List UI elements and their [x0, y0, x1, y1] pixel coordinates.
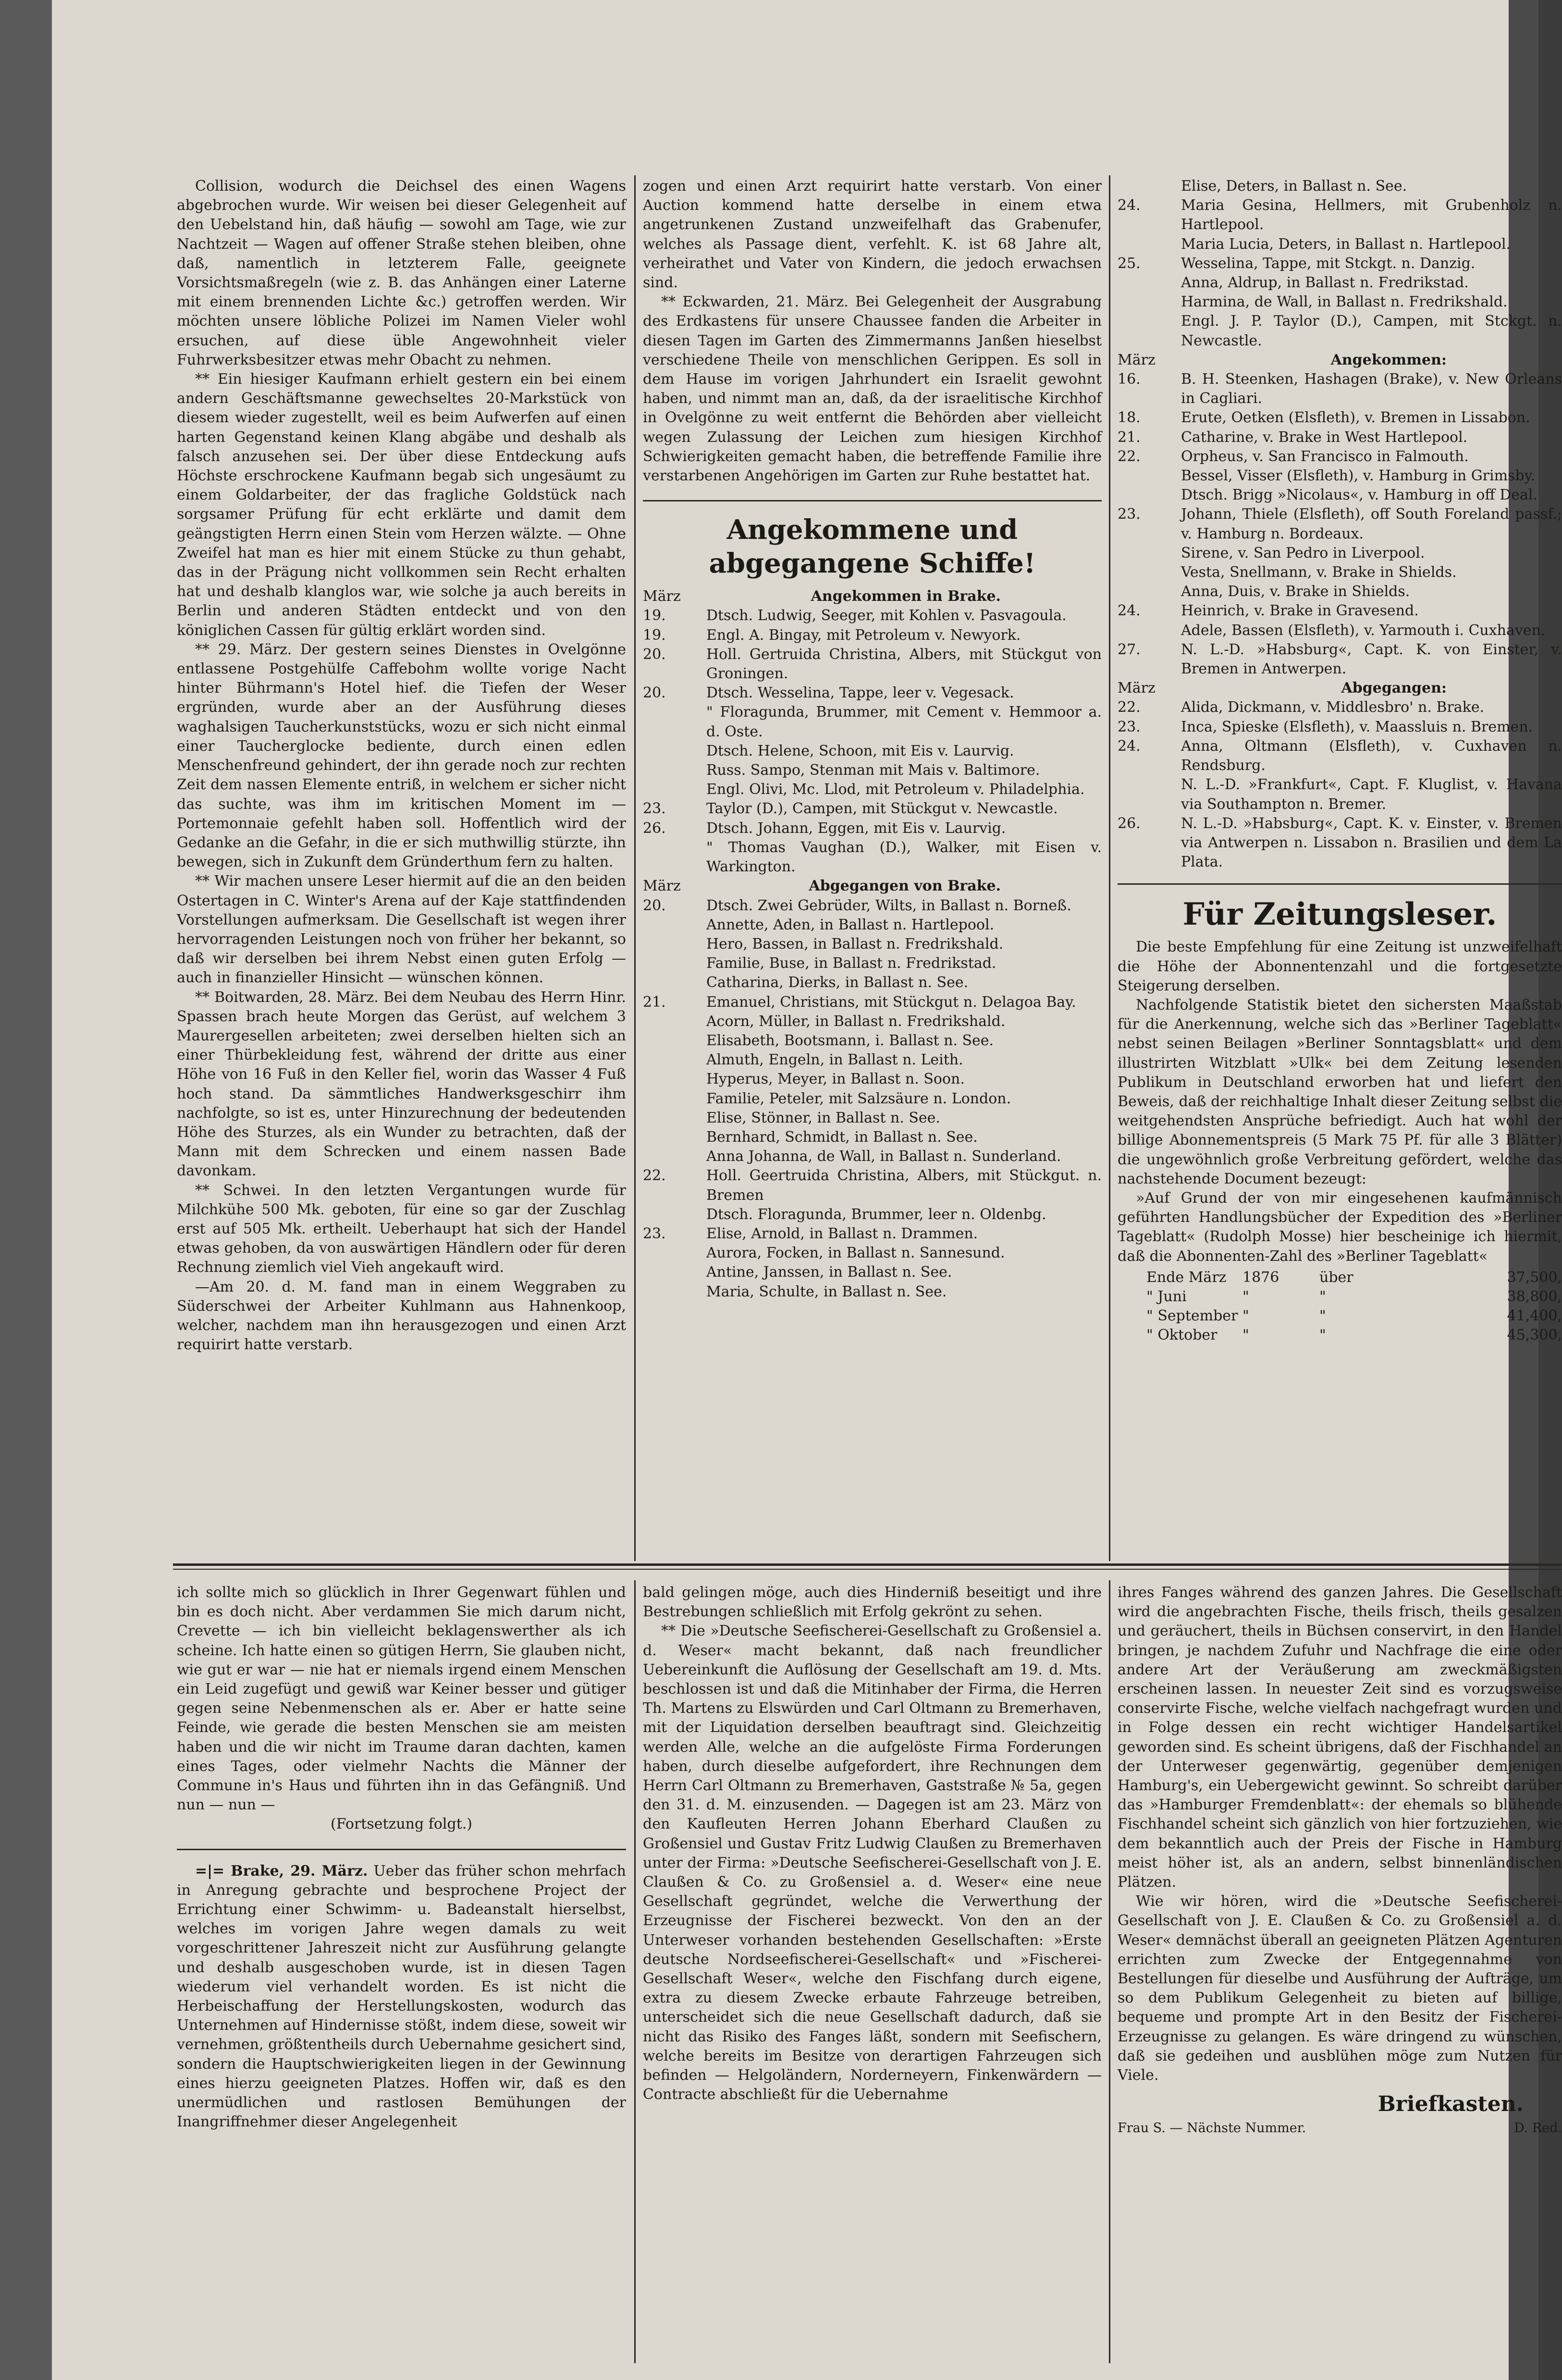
entry-text: Acorn, Müller, in Ballast n. Fredrikshald.	[706, 1013, 1006, 1030]
column-divider	[1109, 175, 1110, 1561]
entry-date	[1118, 273, 1174, 293]
entry-date	[643, 1244, 700, 1263]
article-paragraph: bald gelingen möge, auch dies Hinderniß beseitigt und ihre Bestrebungen schließlich mit Erfolg gekrönt zu sehen.	[643, 1584, 1102, 1621]
entry-date: 20.	[643, 897, 666, 914]
article-paragraph: zogen und einen Arzt requirirt hatte verstarb. Von einer Auction kommend hatte derselbe in einem etwa angetrunkenen Zustand unzweifelhaft das Grabenufer, welches als Passage dient, verfehlt. K. ist 68 Jahre alt, verheirathet und Vater von Kindern, die jedoch erwachsen sind.	[643, 178, 1102, 292]
entry-date: 23.	[1118, 718, 1141, 735]
entry-date	[643, 1128, 700, 1147]
ship-entry	[1118, 177, 1562, 196]
entry-text: Johann, Thiele (Elsfleth), off South Foreland passf.; v. Hamburg n. Bordeaux.	[1181, 506, 1562, 542]
month-label: März	[643, 588, 681, 605]
entry-text: Dtsch. Floragunda, Brummer, leer n. Oldenbg.	[706, 1206, 1046, 1223]
column-middle	[643, 177, 1102, 1546]
entry-text: Adele, Bassen (Elsfleth), v. Yarmouth i. Cuxhaven.	[1181, 622, 1546, 639]
entry-text: Maria Gesina, Hellmers, mit Grubenholz n. Hartlepool.	[1181, 197, 1562, 233]
scan-frame-left	[0, 0, 52, 2380]
ship-entry	[1118, 737, 1562, 775]
departures-title: Abgegangen von Brake.	[809, 878, 1001, 895]
entry-text: Taylor (D.), Campen, mit Stückgut v. Newcastle.	[706, 800, 1058, 818]
ship-entry	[1118, 775, 1562, 814]
ships-heading: Angekommene und abgegangene Schiffe!	[709, 514, 1036, 580]
stat-row	[1146, 1268, 1562, 1287]
article-paragraph: Collision, wodurch die Deichsel des einen Wagens abgebrochen wurde. Wir weisen bei dieser Gelegenheit auf den Uebelstand hin, daß häufig — sowohl am Tage, wie zur Nachtzeit — Wagen auf offener Straße stehen bleiben, ohne daß, namentlich in letzterem Falle, geeignete Vorsichtsmaßregeln (wie z. B. das Anhängen einer Laterne mit einem brennenden Lichte &c.) getroffen werden. Wir möchten unsere löbliche Polizei im Namen Vieler wohl ersuchen, auf diese üble Angewohnheit vieler Fuhrwerksbesitzer etwas mehr Obacht zu nehmen.	[177, 178, 626, 368]
entry-text: Dtsch. Wesselina, Tappe, leer v. Vegesack.	[706, 684, 1014, 702]
entry-date: 16.	[1118, 371, 1141, 388]
entry-date: 26.	[1118, 815, 1141, 832]
entry-date	[1118, 486, 1174, 505]
entry-date: 19.	[643, 607, 666, 624]
entry-date: 23.	[643, 800, 666, 818]
ship-entry	[643, 626, 1102, 645]
column-left	[177, 177, 626, 1546]
entry-date: 22.	[1118, 448, 1141, 465]
entry-text: B. H. Steenken, Hashagen (Brake), v. New Orleans in Cagliari.	[1181, 371, 1562, 407]
stat-row	[1146, 1306, 1562, 1326]
entry-text: Catharina, Dierks, in Ballast n. See.	[706, 974, 969, 991]
entry-date	[643, 973, 700, 992]
article-paragraph: ** Boitwarden, 28. März. Bei dem Neubau des Herrn Hinr. Spassen brach heute Morgen das Gerüst, auf welchem 3 Maurergesellen arbeiteten; zwei derselben hielten sich an einer Thürbekleidung fest, während der dritte aus einer Höhe von 16 Fuß in den Keller fiel, worin das Wasser 4 Fuß hoch stand. Da sämmtliches Handwerksgeschirr ihm nachfolgte, so ist es, unter Hinzurechnung der bedeutenden Höhe des Sturzes, als ein Wunder zu betrachten, daß der Mann mit dem Schrecken und einem nassen Bade davonkam.	[177, 989, 626, 1180]
ship-entry	[643, 1147, 1102, 1166]
entry-text: Dtsch. Brigg »Nicolaus«, v. Hamburg in off Deal.	[1181, 487, 1538, 504]
stat-cell: "	[1319, 1307, 1326, 1324]
stat-cell: " September	[1146, 1307, 1238, 1324]
entry-date	[643, 1031, 700, 1050]
entry-date: 22.	[643, 1167, 666, 1184]
ship-entry	[643, 896, 1102, 915]
ship-entry	[643, 1205, 1102, 1224]
ship-entry	[643, 1089, 1102, 1109]
article-paragraph: ** Ein hiesiger Kaufmann erhielt gestern ein bei einem andern Geschäftsmanne gewechseltes 20-Markstück von diesem wieder zugestellt, weil es beim Aufwerfen auf einen harten Gegenstand keinen Klang abgäbe und deshalb als falsch anzusehen sei. Der über diese Entdeckung aufs Höchste erschrockene Kaufmann begab sich ungesäumt zu einem Goldarbeiter, der das fragliche Goldstück nach sorgsamer Prüfung für echt erklärte und damit dem geängstigten Herrn einen Stein vom Herzen wälzte. — Ohne Zweifel hat man es hier mit einem Stücke zu thun gehabt, das in der Prägung nicht vollkommen sein Recht erhalten hat und deshalb klanglos war, wie solche ja auch bereits in Berlin und anderen Städten entdeckt und von den königlichen Cassen für gültig erklärt worden sind.	[177, 371, 626, 639]
ship-entry	[643, 935, 1102, 954]
ad-paragraph: Nachfolgende Statistik bietet den sichersten Maaßstab für die Anerkennung, welche sich das »Berliner Tageblatt« nebst seinen Beilagen »Berliner Sonntagsblatt« und dem illustrirten Witzblatt »Ulk« bei dem Zeitung lesenden Publikum in Deutschland erworben hat und liefert den Beweis, daß der reichhaltige Inhalt dieser Zeitung selbst die weitgehendsten Ansprüche befriedigt. Auch hat wohl der billige Abonnementspreis (5 Mark 75 Pf. für alle 3 Blätter) die ungewöhnlich große Verbreitung gefördert, welche das nachstehende Document bezeugt:	[1118, 996, 1562, 1187]
stat-cell: 1876	[1242, 1269, 1279, 1286]
entry-text: Emanuel, Christians, mit Stückgut n. Delagoa Bay.	[706, 993, 1076, 1011]
ad-heading: Für Zeitungsleser.	[1182, 896, 1497, 933]
entry-date	[643, 935, 700, 954]
stat-cell: "	[1242, 1326, 1249, 1343]
stat-row	[1146, 1326, 1562, 1345]
ship-entry	[1118, 370, 1562, 408]
stat-cell: " Oktober	[1146, 1326, 1218, 1343]
entry-date	[1118, 177, 1174, 196]
entry-date: 23.	[643, 1225, 666, 1242]
ship-entry	[1118, 601, 1562, 621]
entry-text: Elise, Deters, in Ballast n. See.	[1181, 178, 1407, 195]
entry-text: " Floragunda, Brummer, mit Cement v. Hemmoor a. d. Oste.	[706, 704, 1102, 740]
stat-cell: über	[1319, 1269, 1353, 1286]
ship-entry	[643, 780, 1102, 799]
ship-entry	[643, 973, 1102, 992]
letterbox-heading: Briefkasten.	[1378, 2092, 1524, 2117]
ship-entry	[643, 761, 1102, 780]
entry-date: 24.	[1118, 602, 1141, 620]
ship-entry	[1118, 563, 1562, 582]
entry-text: Engl. Olivi, Mc. Llod, mit Petroleum v. Philadelphia.	[706, 781, 1085, 798]
entry-date	[1118, 582, 1174, 601]
entry-text: Engl. A. Bingay, mit Petroleum v. Newyork.	[706, 626, 1021, 644]
ship-entry	[643, 799, 1102, 818]
ship-entry	[643, 703, 1102, 741]
stat-cell: Ende März	[1146, 1269, 1227, 1286]
entry-text: Dtsch. Helene, Schoon, mit Eis v. Laurvig.	[706, 742, 1014, 759]
article-paragraph: ** Wir machen unsere Leser hiermit auf die an den beiden Ostertagen in C. Winter's Arena auf der Kaje stattfindenden Vorstellungen aufmerksam. Die Gesellschaft ist wegen ihrer hervorragenden Leistungen noch von früher her bekannt, so daß wir derselben bei ihrem Nebst einen guten Erfolg — auch in finanzieller Hinsicht — wünschen können.	[177, 873, 626, 987]
entry-date: 19.	[643, 626, 666, 644]
page-divider	[173, 1569, 1562, 1570]
ship-entry	[643, 1031, 1102, 1050]
stat-cell: "	[1242, 1307, 1249, 1324]
entry-text: N. L.-D. »Frankfurt«, Capt. F. Kluglist, v. Havana via Southampton n. Bremer.	[1181, 776, 1562, 813]
stat-cell: 41,400,	[1507, 1307, 1562, 1324]
departures-subheading	[643, 877, 1102, 896]
entry-date	[1118, 293, 1174, 312]
article-paragraph: ihres Fanges während des ganzen Jahres. Die Gesellschaft wird die angebrachten Fische, theils frisch, theils gesalzen und geräuchert, theils in Büchsen conservirt, in den Handel bringen, je nachdem Zufuhr und Nachfrage die eine oder andere Art der Veräußerung am zweckmäßigsten erscheinen lassen. In neuester Zeit sind es vorzugsweise conservirte Fische, welche vielfach nachgefragt wurden und in Folge dessen ein recht wichtiger Handelsartikel geworden sind. Es scheint übrigens, daß der Fischhandel an der Unterweser gegenwärtig, gegenüber demjenigen Hamburg's, ein Uebergewicht gewinnt. So schreibt darüber das »Hamburger Fremdenblatt«: der ehemals so blühende Fischhandel scheint sich gänzlich von hier fortzuziehen, wie dem bekanntlich auch der Preis der Fische in Hamburg meist höher ist, als an andern, selbst binnenländischen Plätzen.	[1118, 1584, 1562, 1891]
arrivals-title: Angekommen:	[1330, 351, 1447, 368]
entry-date	[643, 1070, 700, 1089]
arrivals-subheading	[643, 587, 1102, 606]
section-divider	[177, 1849, 626, 1850]
entry-date	[643, 703, 700, 741]
entry-text: Maria, Schulte, in Ballast n. See.	[706, 1283, 947, 1300]
ad-paragraph: »Auf Grund der von mir eingesehenen kaufmännisch geführten Handlungsbücher der Expedition des »Berliner Tageblatt« (Rudolph Mosse) hier bescheinige ich hiermit, daß die Abonnenten-Zahl des »Berliner Tageblatt«	[1118, 1189, 1562, 1265]
ship-entry	[643, 819, 1102, 838]
arrivals-title: Angekommen in Brake.	[811, 588, 1001, 605]
entry-date: 21.	[1118, 428, 1141, 446]
entry-date	[643, 761, 700, 780]
entry-text: Wesselina, Tappe, mit Stckgt. n. Danzig.	[1181, 255, 1476, 272]
entry-date	[1118, 312, 1174, 350]
month-label: März	[1118, 680, 1156, 697]
entry-date	[643, 915, 700, 935]
letterbox-note: Frau S. — Nächste Nummer.	[1118, 2121, 1306, 2136]
entry-text: Bessel, Visser (Elsfleth), v. Hamburg in Grimsby.	[1181, 467, 1536, 485]
article-paragraph: —Am 20. d. M. fand man in einem Weggraben zu Süderschwei der Arbeiter Kuhlmann aus Hahnenkoop, welcher, nachdem man ihn herausgezogen und einen Arzt requirirt hatte verstarb.	[177, 1278, 626, 1354]
entry-text: Elise, Arnold, in Ballast n. Drammen.	[706, 1225, 978, 1242]
entry-date	[643, 780, 700, 799]
entry-date: 24.	[1118, 197, 1141, 214]
ship-entry	[1118, 273, 1562, 293]
entry-date: 24.	[1118, 737, 1141, 755]
departures-title: Abgegangen:	[1341, 680, 1447, 697]
entry-date	[643, 1050, 700, 1070]
ship-entry	[1118, 544, 1562, 563]
ship-entry	[643, 1282, 1102, 1302]
ship-entry	[643, 742, 1102, 761]
ship-entry	[1118, 466, 1562, 486]
ship-entry	[1118, 814, 1562, 872]
entry-date: 20.	[643, 646, 666, 663]
ship-entry	[643, 1166, 1102, 1205]
article-paragraph: ** Schwei. In den letzten Vergantungen wurde für Milchkühe 500 Mk. geboten, für eine so gar der Zuschlag erst auf 505 Mk. ertheilt. Ueberhaupt hat sich der Handel etwas gehoben, da von auswärtigen Händlern oder für deren Rechnung ziemlich viel Vieh angekauft wird.	[177, 1182, 626, 1276]
entry-date	[643, 742, 700, 761]
entry-text: Harmina, de Wall, in Ballast n. Fredrikshald.	[1181, 293, 1508, 311]
bottom-column-right	[1118, 1583, 1562, 2361]
letterbox-entry	[1118, 2119, 1562, 2138]
ship-entry	[1118, 718, 1562, 737]
ship-entry	[1118, 196, 1562, 234]
arrivals-list	[1118, 370, 1562, 679]
entry-date	[643, 1012, 700, 1031]
subscriber-stats	[1146, 1268, 1562, 1345]
entry-date	[643, 838, 700, 877]
ship-entry	[1118, 505, 1562, 543]
entry-date	[643, 1089, 700, 1109]
ship-entry	[1118, 235, 1562, 254]
ship-entry	[1118, 254, 1562, 273]
ship-entry	[643, 1244, 1102, 1263]
entry-text: Erute, Oetken (Elsfleth), v. Bremen in Lissabon.	[1181, 409, 1530, 427]
letterbox-signature: D. Red.	[1513, 2121, 1562, 2136]
entry-text: Vesta, Snellmann, v. Brake in Shields.	[1181, 564, 1457, 581]
month-label: März	[643, 878, 681, 895]
entry-text: Anna Johanna, de Wall, in Ballast n. Sunderland.	[706, 1148, 1061, 1165]
entry-date	[1118, 621, 1174, 640]
ship-entry	[1118, 312, 1562, 350]
entry-date: 25.	[1118, 255, 1141, 272]
ship-entry	[1118, 640, 1562, 679]
entry-date	[643, 1282, 700, 1302]
ship-entry	[643, 993, 1102, 1012]
ship-entry	[643, 1128, 1102, 1147]
entry-date: 23.	[1118, 506, 1141, 523]
entry-date	[643, 1205, 700, 1224]
departures-subheading	[1118, 679, 1562, 698]
entry-date: 27.	[1118, 641, 1141, 658]
entry-date: 26.	[643, 819, 666, 837]
entry-date	[1118, 466, 1174, 486]
column-divider	[634, 1580, 636, 2363]
article-paragraph: ** 29. März. Der gestern seines Dienstes in Ovelgönne entlassene Postgehülfe Caffebohm wollte vorige Nacht hinter Bührmann's Hotel hief. die Tiefen der Weser ergründen, wurde aber an der Ausführung dieses waghalsigen Taucherkunststücks, wozu er sich nicht einmal einer Taucherglocke bediente, durch einen edlen Menschenfreund gehindert, der ihn gerade noch zur rechten Zeit dem nassen Elemente entriß, in welchem er sicher nicht das suchte, was ihm im kritischen Moment im — Portemonnaie gefehlt haben soll. Hoffentlich wird der Gedanke an die Gefahr, in die er sich muthwillig stürzte, ihn bewegen, sich in Zukunft dem Gründerthum fern zu halten.	[177, 641, 626, 871]
page-divider	[173, 1563, 1562, 1566]
entry-date: 21.	[643, 993, 666, 1011]
bottom-column-middle	[643, 1583, 1102, 2361]
column-divider	[634, 175, 636, 1561]
month-label: März	[1118, 351, 1156, 368]
ship-entry	[1118, 698, 1562, 717]
article-paragraph: Ueber das früher schon mehrfach in Anregung gebrachte und besprochene Project der Errichtung einer Schwimm- u. Badeanstalt hierselbst, welches im vorigen Jahre wegen damals zu weit vorgeschrittener Jahreszeit nicht zur Ausführung gelangte und deshalb ausgeschoben wurde, ist in diesen Tagen wiederum viel verhandelt worden. Es ist nicht die Herbeischaffung der Herstellungskosten, wodurch das Unternehmen auf Hindernisse stößt, indem diese, soweit wir vernehmen, größtentheils durch Uebernahme gesichert sind, sondern die Hauptschwierigkeiten liegen in der Gewinnung eines hierzu geeigneten Platzes. Hoffen wir, daß es den unermüdlichen und rastlosen Bemühungen der Inangriffnehmer dieser Angelegenheit	[177, 1862, 627, 2131]
arrivals-subheading	[1118, 351, 1562, 370]
stat-cell: "	[1319, 1288, 1326, 1305]
entry-text: Bernhard, Schmidt, in Ballast n. See.	[706, 1128, 978, 1146]
ship-entry	[1118, 621, 1562, 640]
newspaper-page	[52, 0, 1562, 2380]
ship-entry	[643, 838, 1102, 877]
article-paragraph: ** Eckwarden, 21. März. Bei Gelegenheit der Ausgrabung des Erdkastens für unsere Chaussee fanden die Arbeiter in diesen Tagen im Garten des Zimmermanns Janßen hieselbst verschiedene Theile von menschlichen Gerippen. Es soll in dem Hause im vorigen Jahrhundert ein Israelit gewohnt haben, und nimmt man an, daß, da der israelitische Kirchhof in Ovelgönne zu weit entfernt die Behörden aber vielleicht wegen Zulassung der Leichen zum hiesigen Kirchhof Schwierigkeiten gemacht haben, die betreffende Familie ihre verstarbenen Angehörigen im Garten zur Ruhe bestattet hat.	[643, 293, 1102, 485]
entry-text: Anna, Oltmann (Elsfleth), v. Cuxhaven n. Rendsburg.	[1181, 737, 1562, 774]
entry-text: Russ. Sampo, Stenman mit Mais v. Baltimore.	[706, 762, 1040, 779]
entry-date	[643, 1147, 700, 1166]
column-divider	[1109, 1580, 1110, 2363]
dateline: =|= Brake, 29. März.	[195, 1862, 368, 1880]
arrivals-list	[643, 606, 1102, 877]
ship-entry	[1118, 486, 1562, 505]
entry-text: Elise, Stönner, in Ballast n. See.	[706, 1109, 940, 1126]
ship-entry	[1118, 447, 1562, 466]
ship-entry	[643, 915, 1102, 935]
entry-text: Familie, Peteler, mit Salzsäure n. London.	[706, 1090, 1011, 1107]
entry-text: Dtsch. Zwei Gebrüder, Wilts, in Ballast n. Borneß.	[706, 897, 1071, 914]
entry-text: Antine, Janssen, in Ballast n. See.	[706, 1264, 952, 1281]
entry-text: Familie, Buse, in Ballast n. Fredrikstad.	[706, 955, 996, 972]
entry-text: Orpheus, v. San Francisco in Falmouth.	[1181, 448, 1469, 465]
entry-text: Holl. Geertruida Christina, Albers, mit Stückgut. n. Bremen	[706, 1167, 1102, 1204]
section-divider	[643, 500, 1102, 501]
article-paragraph: ** Die »Deutsche Seefischerei-Gesellschaft zu Großensiel a. d. Weser« macht bekannt, daß nach freundlicher Uebereinkunft die Auflösung der Gesellschaft am 19. d. Mts. beschlossen ist und daß die Mitinhaber der Firma, die Herren Th. Martens zu Elswürden und Carl Oltmann zu Bremerhaven, mit der Liquidation derselben beauftragt sind. Gleichzeitig werden Alle, welche an die aufgelöste Firma Forderungen haben, durch dieselbe aufgefordert, ihre Rechnungen dem Herrn Carl Oltmann zu Bremerhaven, Gaststraße № 5a, gegen den 31. d. M. einzusenden. — Dagegen ist am 23. März von den Kaufleuten Herren Johann Eberhard Claußen zu Großensiel und Gustav Fritz Ludwig Claußen zu Bremerhaven unter der Firma: »Deutsche Seefischerei-Gesellschaft von J. E. Claußen & Co. zu Großensiel a. d. Weser« eine neue Gesellschaft gegründet, welche die Verwerthung der Erzeugnisse der Fischerei bezweckt. Von den an der Unterweser vorhanden bestehenden Gesellschaften: »Erste deutsche Nordseefischerei-Gesellschaft« und »Fischerei-Gesellschaft Weser«, welche den Fischfang durch eigene, extra zu diesem Zwecke erbaute Fahrzeuge betreiben, unterscheidet sich die neue Gesellschaft dadurch, daß sie nicht das Risiko des Fanges läßt, sondern mit Seefischern, welche bereits im Besitze von derartigen Fahrzeugen sich befinden — Helgoländern, Norderneyern, Finkenwärdern — Contracte abschließt für die Uebernahme	[643, 1623, 1102, 2103]
section-divider	[1118, 883, 1562, 885]
entry-text: Anna, Aldrup, in Ballast n. Fredrikstad.	[1181, 274, 1469, 292]
ship-entry	[643, 606, 1102, 625]
entry-text: Catharine, v. Brake in West Hartlepool.	[1181, 428, 1468, 446]
entry-text: Almuth, Engeln, in Ballast n. Leith.	[706, 1051, 963, 1069]
entry-text: Maria Lucia, Deters, in Ballast n. Hartlepool.	[1181, 235, 1511, 253]
entry-date	[1118, 563, 1174, 582]
ship-entry	[643, 645, 1102, 683]
entry-text: Heinrich, v. Brake in Gravesend.	[1181, 602, 1419, 620]
ship-entry	[643, 1263, 1102, 1282]
ship-entry	[643, 954, 1102, 973]
stat-cell: 37,500,	[1507, 1269, 1562, 1286]
entry-text: Inca, Spieske (Elsfleth), v. Maassluis n. Bremen.	[1181, 718, 1533, 735]
entry-date	[643, 954, 700, 973]
departures-list	[1118, 698, 1562, 872]
entry-text: N. L.-D. »Habsburg«, Capt. K. von Einster, v. Bremen in Antwerpen.	[1181, 641, 1562, 678]
entry-text: Holl. Gertruida Christina, Albers, mit Stückgut von Groningen.	[706, 646, 1102, 683]
entry-text: Engl. J. P. Taylor (D.), Campen, mit Stckgt. n. Newcastle.	[1181, 313, 1562, 349]
ship-entry	[1118, 428, 1562, 447]
entry-text: N. L.-D. »Habsburg«, Capt. K. v. Einster, v. Bremen via Antwerpen n. Lissabon n. Brasilien und dem La Plata.	[1181, 815, 1562, 871]
entry-date: 18.	[1118, 409, 1141, 427]
stat-cell: 38,800,	[1507, 1288, 1562, 1305]
column-right	[1118, 177, 1562, 1546]
article-paragraph: Wie wir hören, wird die »Deutsche Seefischerei-Gesellschaft von J. E. Claußen & Co. zu Großensiel a. d. Weser« demnächst überall an geeigneten Plätzen Agenturen errichten zum Zwecke der Entgegennahme von Bestellungen für dieselbe und Ausführung der Aufträge, um so dem Publikum Gelegenheit zu bieten auf billige, bequeme und prompte Art in den Besitz der Fischerei-Erzeugnisse zu gelangen. Es wäre dringend zu wünschen, daß sie gedeihen und ausblühen möge zum Nutzen für Viele.	[1118, 1893, 1562, 2084]
departures-continued	[1118, 177, 1562, 351]
bottom-column-left	[177, 1583, 626, 2361]
stat-cell: 45,300,	[1507, 1326, 1562, 1343]
entry-text: " Thomas Vaughan (D.), Walker, mit Eisen v. Warkington.	[706, 839, 1102, 876]
ship-entry	[643, 1070, 1102, 1089]
entry-date: 20.	[643, 684, 666, 702]
entry-text: Hero, Bassen, in Ballast n. Fredrikshald.	[706, 935, 1004, 952]
ship-entry	[1118, 582, 1562, 601]
entry-text: Sirene, v. San Pedro in Liverpool.	[1181, 544, 1425, 561]
ship-entry	[643, 1109, 1102, 1128]
ship-entry	[1118, 408, 1562, 427]
entry-date	[643, 1263, 700, 1282]
ship-entry	[1118, 293, 1562, 312]
entry-text: Hyperus, Meyer, in Ballast n. Soon.	[706, 1071, 965, 1088]
ship-entry	[643, 1012, 1102, 1031]
entry-date	[1118, 544, 1174, 563]
ship-entry	[643, 683, 1102, 703]
entry-date	[643, 1109, 700, 1128]
serial-paragraph: ich sollte mich so glücklich in Ihrer Gegenwart fühlen und bin es doch nicht. Aber verdammen Sie mich darum nicht, Crevette — ich bin vielleicht beklagenswerther als ich scheine. Ich hatte einen so gütigen Herrn, Sie glauben nicht, wie gut er war — nie hat er niemals irgend einem Menschen ein Leid zugefügt und gewiß war Keiner besser und gütiger gegen seine Nebenmenschen als er. Aber er hatte seine Feinde, wie gerade die besten Menschen sie am meisten haben und die wir nicht im Traume daran dachten, kamen eines Tages, oder vielmehr Nachts die Männer der Commune in's Haus und führten ihn in das Gefängniß. Und nun — nun —	[177, 1584, 626, 1814]
ship-entry	[643, 1050, 1102, 1070]
entry-date	[1118, 235, 1174, 254]
entry-text: Dtsch. Johann, Eggen, mit Eis v. Laurvig.	[706, 819, 1006, 837]
entry-date	[1118, 775, 1174, 814]
entry-text: Annette, Aden, in Ballast n. Hartlepool.	[706, 916, 995, 933]
departures-list	[643, 896, 1102, 1302]
stat-cell: "	[1242, 1288, 1249, 1305]
entry-text: Aurora, Focken, in Ballast n. Sannesund.	[706, 1245, 1005, 1262]
continued-note: (Fortsetzung folgt.)	[331, 1816, 472, 1833]
entry-text: Alida, Dickmann, v. Middlesbro' n. Brake.	[1181, 699, 1485, 716]
entry-text: Elisabeth, Bootsmann, i. Ballast n. See.	[706, 1032, 994, 1049]
ship-entry	[643, 1224, 1102, 1244]
entry-text: Anna, Duis, v. Brake in Shields.	[1181, 583, 1410, 600]
ad-paragraph: Die beste Empfehlung für eine Zeitung ist unzweifelhaft die Höhe der Abonnentenzahl und die fortgesetzte Steigerung derselben.	[1118, 939, 1562, 994]
entry-text: Dtsch. Ludwig, Seeger, mit Kohlen v. Pasvagoula.	[706, 607, 1067, 624]
stat-row	[1146, 1287, 1562, 1306]
entry-date: 22.	[1118, 699, 1141, 716]
stat-cell: "	[1319, 1326, 1326, 1343]
stat-cell: " Juni	[1146, 1288, 1187, 1305]
